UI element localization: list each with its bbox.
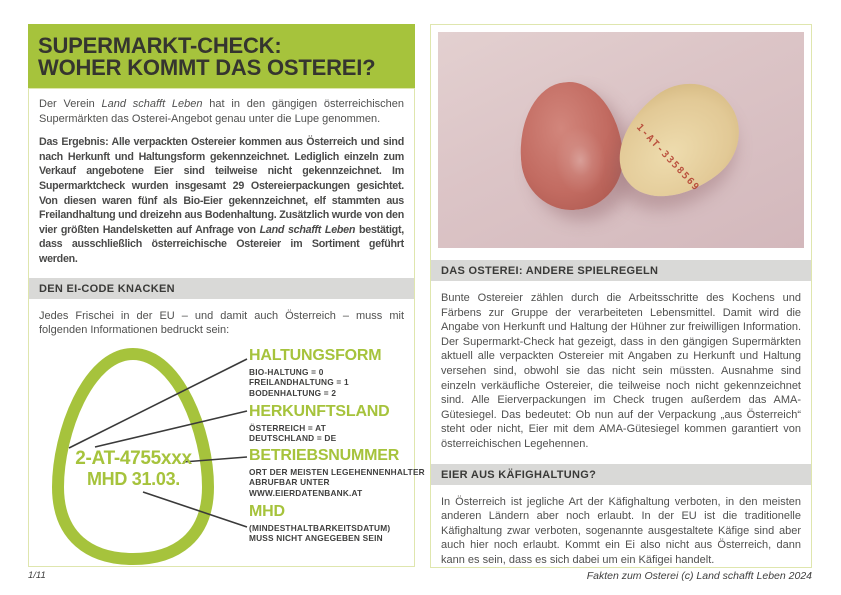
egg-printed-code (43, 448, 224, 490)
result-paragraph (39, 135, 404, 266)
label-title: HERKUNFTSLAND (249, 402, 390, 420)
spielregeln-paragraph: Bunte Ostereier zählen durch die Arbeitsschritte des Kochens und Färbens zur Gruppe der verarbeiteten Lebensmittel. Damit wird die Angabe von Herkunft und Haltung der Hühner zur freiwilligen Information. Der Supermarkt-Check hat gezeigt, dass in den gängigen Supermärkten aktuell alle verpackten Ostereier mit Angaben zu Herkunft und Haltung versehen sind, obwohl sie das nicht sein müssten. Ausnahme sind einzeln verkäufliche Ostereier, die teilweise noch nicht gekennzeichnet sind. Alle Eierverpackungen im Check trugen außerdem das AMA-Gütesiegel. Das bedeutet: Ob nun auf der Verpackung „aus Österreich“ steht oder nicht, Eier mit dem AMA-Gütesiegel kommen garantiert von österreichischen Legehennen. (441, 292, 801, 450)
egg-stamp-code: 1-AT-3358569 (633, 122, 702, 194)
kaefighaltung-paragraph: In Österreich ist jegliche Art der Käfighaltung verboten, in den meisten anderen Ländern aber noch erlaubt. In der EU ist die traditionelle Käfighaltung zwar verboten, sogenannte ausgestaltete Käfige sind aber auch hier noch erlaubt. Kommt ein Ei also nicht aus Österreich, dann kann es sein, dass es sich dabei um ein Käfigei handelt. (441, 495, 801, 566)
label-title: BETRIEBSNUMMER (249, 446, 400, 464)
page-title-line1: SUPERMARKT-CHECK: (38, 33, 282, 58)
label-herkunftsland (249, 403, 409, 444)
label-line: ABRUFBAR UNTER (249, 477, 330, 488)
label-mhd (249, 503, 409, 544)
intro-text-pre: Der Verein (39, 98, 102, 110)
label-line: DEUTSCHLAND = DE (249, 433, 337, 444)
label-haltungsform (249, 347, 409, 399)
label-line: BODENHALTUNG = 2 (249, 387, 337, 398)
label-title: HALTUNGSFORM (249, 346, 382, 364)
result-text-pre: Das Ergebnis: Alle verpackten Ostereier kommen aus Österreich und sind nach Herkunft und Haltungsform gekennzeichnet. Lediglich einzeln zum Verkauf angebotene Eier sind teilweise nicht gekennzeichnet. Im Supermarktcheck wurden insgesamt 29 Ostereierpackungen gesichtet. Von diesen waren fünf als Bio-Eier gekennzeichnet, elf stammten aus Freilandhaltung und dreizehn aus Bodenhaltung. Zusätzlich wurde von den vier größten Handelsketten auf Anfrage von (39, 136, 404, 236)
section-heading-kaefighaltung: EIER AUS KÄFIGHALTUNG? (431, 464, 811, 485)
egg-code-diagram (39, 345, 425, 565)
eicode-lead-paragraph: Jedes Frischei in der EU – und damit auch Österreich – muss mit folgenden Informationen bedruckt sein: (39, 309, 404, 337)
intro-text-post: hat in den gängigen österreichischen Supermärkten das Osterei-Angebot genau unter die Lupe genommen. (39, 98, 404, 125)
dyed-red-egg (515, 78, 628, 214)
label-betriebsnummer (249, 446, 425, 499)
left-column (28, 24, 425, 567)
result-text-post: bestätigt, dass ausschließlich österreichische Ostereier im Sortiment geführt werden. (39, 223, 404, 265)
label-line: FREILANDHALTUNG = 1 (249, 377, 349, 388)
egg-code-value: 2-AT-4755xxx (75, 447, 192, 469)
brand-name-italic: Land schafft Leben (259, 223, 356, 236)
stamped-natural-egg (597, 63, 759, 221)
intro-paragraph (39, 97, 404, 126)
label-line: BIO-HALTUNG = 0 (249, 366, 324, 377)
easter-egg-photo (438, 32, 804, 248)
brand-name-italic: Land schafft Leben (101, 98, 203, 110)
label-line: ORT DER MEISTEN LEGEHENNENHALTER (249, 466, 425, 477)
label-title: MHD (249, 502, 285, 520)
section-heading-eicode: DEN EI-CODE KNACKEN (29, 278, 414, 299)
section-heading-spielregeln: DAS OSTEREI: ANDERE SPIELREGELN (431, 260, 811, 281)
label-line: (MINDESTHALTBARKEITSDATUM) (249, 522, 391, 533)
page-title (28, 24, 415, 88)
label-line: MUSS NICHT ANGEGEBEN SEIN (249, 533, 383, 544)
egg-mhd-value: MHD 31.03. (86, 468, 181, 489)
footer-credit: Fakten zum Osterei (c) Land schafft Leben 2024 (586, 570, 812, 582)
right-column (430, 24, 812, 568)
label-line: WWW.EIERDATENBANK.AT (249, 487, 363, 498)
page-title-line2: WOHER KOMMT DAS OSTEREI? (38, 55, 376, 80)
page-number: 1/11 (28, 570, 46, 581)
diagram-connector-lines (69, 359, 247, 527)
label-line: ÖSTERREICH = AT (249, 422, 326, 433)
left-content-box (28, 88, 425, 567)
